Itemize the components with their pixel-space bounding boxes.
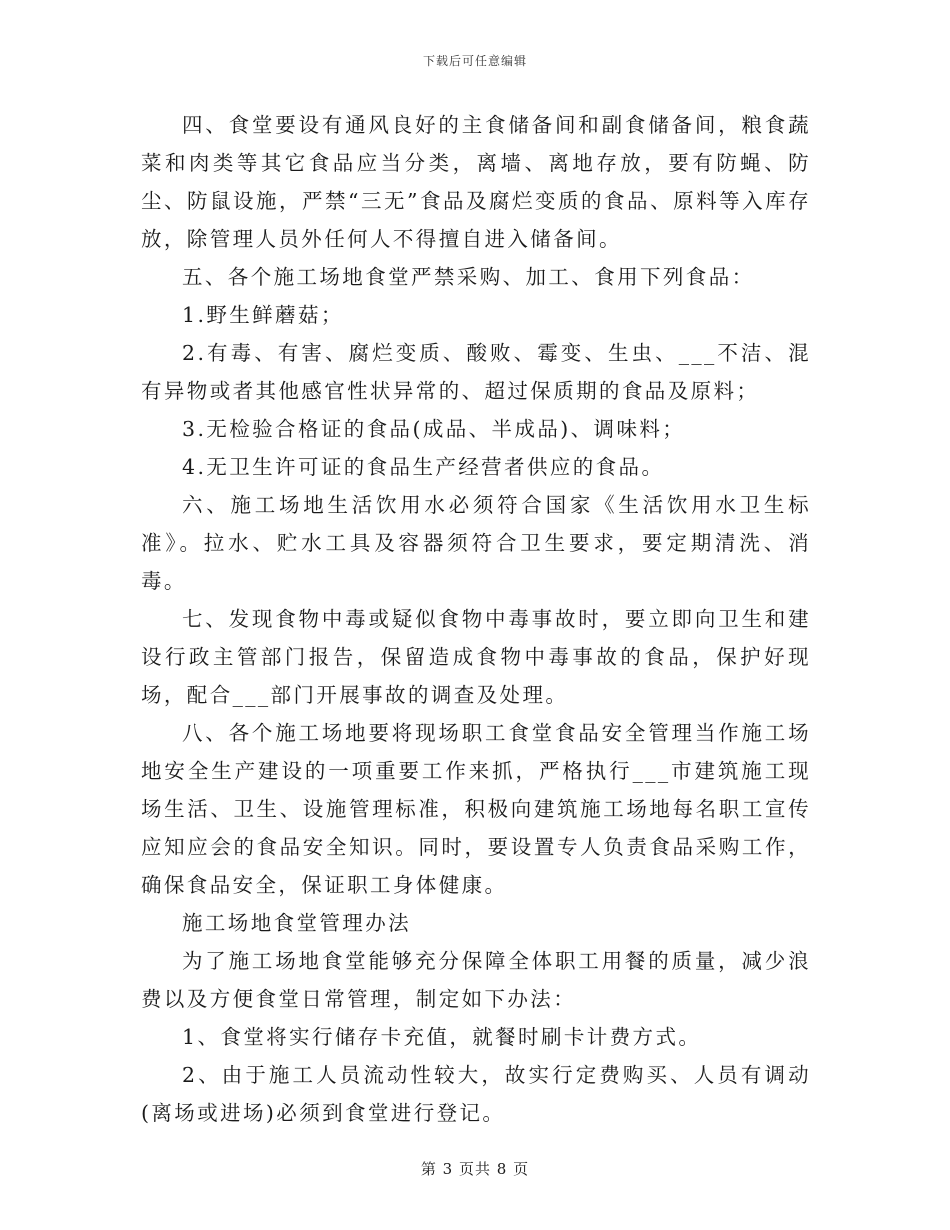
section-title-canteen-rules: 施工场地食堂管理办法: [182, 911, 411, 935]
list-item-spoiled-foods: 2.有毒、有害、腐烂变质、酸败、霉变、生虫、___不洁、混有异物或者其他感官性状异常的、超过保质期的食品及原料；: [141, 341, 811, 403]
page-number: 第 3 页共 8 页: [420, 1160, 530, 1178]
paragraph-prohibited-foods-heading: 五、各个施工场地食堂严禁采购、加工、食用下列食品：: [182, 265, 755, 289]
document-body: [141, 106, 811, 1132]
list-item-registration: 2、由于施工人员流动性较大，故实行定费购买、人员有调动(离场或进场)必须到食堂进行登记。: [141, 1063, 811, 1125]
list-item-card-payment: 1、食堂将实行储存卡充值，就餐时刷卡计费方式。: [182, 1025, 702, 1049]
paragraph-drinking-water: 六、施工场地生活饮用水必须符合国家《生活饮用水卫生标准》。拉水、贮水工具及容器须符合卫生要求，要定期清洗、消毒。: [141, 493, 811, 593]
list-item-uninspected-foods: 3.无检验合格证的食品(成品、半成品)、调味料；: [182, 417, 686, 441]
paragraph-storage-rooms: 四、食堂要设有通风良好的主食储备间和副食储备间，粮食蔬菜和肉类等其它食品应当分类，离墙、离地存放，要有防蝇、防尘、防鼠设施，严禁“三无”食品及腐烂变质的食品、原料等入库存放，除管理人员外任何人不得擅自进入储备间。: [141, 113, 811, 251]
list-item-wild-mushrooms: 1.野生鲜蘑菇；: [182, 303, 344, 327]
paragraph-canteen-intro: 为了施工场地食堂能够充分保障全体职工用餐的质量，减少浪费以及方便食堂日常管理，制定如下办法：: [141, 949, 811, 1011]
page-header-note: 下载后可任意编辑: [422, 54, 527, 68]
paragraph-food-poisoning: 七、发现食物中毒或疑似食物中毒事故时，要立即向卫生和建设行政主管部门报告，保留造成食物中毒事故的食品，保护好现场，配合___部门开展事故的调查及处理。: [141, 607, 811, 707]
list-item-unlicensed-suppliers: 4.无卫生许可证的食品生产经营者供应的食品。: [182, 455, 665, 479]
paragraph-safety-management: 八、各个施工场地要将现场职工食堂食品安全管理当作施工场地安全生产建设的一项重要工作来抓，严格执行___市建筑施工现场生活、卫生、设施管理标准，积极向建筑施工场地每名职工宣传应知应会的食品安全知识。同时，要设置专人负责食品采购工作，确保食品安全，保证职工身体健康。: [141, 721, 811, 897]
